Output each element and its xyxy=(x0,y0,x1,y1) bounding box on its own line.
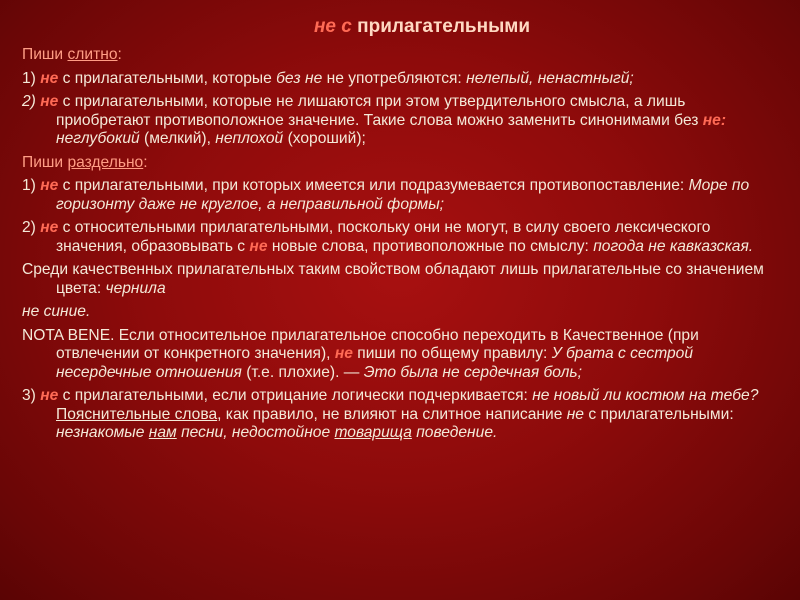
rule-solid-1 xyxy=(22,70,782,89)
underlined-example: товарища xyxy=(334,424,412,441)
rule-example: не синие. xyxy=(22,303,91,320)
title-ne: не с xyxy=(313,16,352,37)
slide-title xyxy=(22,16,782,38)
rule-text: новые слова, противоположные по смыслу: xyxy=(267,237,594,255)
section-heading-separate xyxy=(22,154,782,173)
rule-text: с прилагательными, при которых имеется или подразумевается противопоставление: xyxy=(58,177,689,194)
nota-bene xyxy=(22,327,782,383)
rule-italic: без не xyxy=(276,69,323,87)
rule-separate-2 xyxy=(22,219,782,256)
rule-example: не новый ли костюм на тебе? xyxy=(532,387,759,404)
rule-text: пиши по общему правилу: xyxy=(352,345,552,362)
title-rest: прилагательными xyxy=(351,16,531,37)
slide-content xyxy=(22,16,782,448)
rule-text: , как правило, не влияют на слитное написание xyxy=(217,405,567,423)
rule-number: 2) xyxy=(22,93,41,110)
ne-highlight: не xyxy=(40,177,59,194)
heading-underlined: слитно xyxy=(67,46,118,63)
rule-example: Это была не сердечная боль; xyxy=(363,363,582,381)
rule-example: У брата с сестрой несердечные отношения xyxy=(56,345,694,381)
rule-text: с прилагательными, которые не лишаются при этом утвердительного смысла, а лишь приобретают противоположное значение. Такие слова можно заменить синонимами без xyxy=(56,93,703,129)
ne-highlight: не xyxy=(40,93,59,110)
rule-example: чернила xyxy=(105,279,166,297)
rule-example: неглубокий xyxy=(56,130,140,147)
rule-example: Море по горизонту даже не круглое, а неправильной формы; xyxy=(56,177,750,213)
ne-highlight: не xyxy=(334,345,353,362)
underlined-term: Пояснительные слова xyxy=(56,405,218,423)
ne-highlight: не xyxy=(40,387,59,404)
rule-text: с относительными прилагательными, поскольку они не могут, в силу своего лексического значения, образовывать с xyxy=(56,219,711,255)
rule-separate-3 xyxy=(22,387,782,443)
rule-example: неплохой xyxy=(215,130,284,147)
ne-highlight: не xyxy=(40,69,59,87)
rule-text: не употребляются: xyxy=(322,69,467,87)
rule-example: песни, недостойное xyxy=(176,424,335,441)
rule-text: с прилагательными: xyxy=(583,405,734,423)
heading-underlined: раздельно xyxy=(67,153,144,171)
rule-text: (т.е. плохие). — xyxy=(241,363,364,381)
rule-number: 1) xyxy=(22,177,41,194)
rule-separate-1 xyxy=(22,177,782,214)
heading-colon: : xyxy=(143,153,148,171)
rule-number: 3) xyxy=(22,387,41,404)
rule-text: (хороший); xyxy=(283,130,366,147)
ne-highlight: не: xyxy=(702,111,727,129)
rule-number: 2) xyxy=(22,219,41,236)
heading-text: Пиши xyxy=(22,46,68,63)
rule-example: незнакомые xyxy=(56,424,149,441)
rule-text: (мелкий), xyxy=(139,130,216,147)
ne-highlight: не xyxy=(40,219,59,236)
rule-solid-2 xyxy=(22,93,782,149)
underlined-example: нам xyxy=(148,424,177,441)
heading-colon: : xyxy=(117,46,122,63)
rule-color-adjectives xyxy=(22,261,782,298)
rule-example: поведение. xyxy=(411,424,498,441)
heading-text: Пиши xyxy=(22,153,68,171)
rule-italic: не xyxy=(566,405,584,423)
rule-example: нелепый, ненастныгй; xyxy=(466,69,634,87)
section-heading-solid xyxy=(22,46,782,65)
rule-text: с прилагательными, если отрицание логически подчеркивается: xyxy=(58,387,533,404)
rule-text: Среди качественных прилагательных таким свойством обладают лишь прилагательные со значением цвета: xyxy=(22,261,764,297)
rule-number: 1) xyxy=(22,69,41,87)
rule-color-example xyxy=(22,303,782,322)
rule-text: с прилагательными, которые xyxy=(58,69,277,87)
rule-example: погода не кавказская. xyxy=(593,237,754,255)
ne-highlight: не xyxy=(249,237,268,255)
rule-text: NOTA BENE. Если относительное прилагательное способно переходить в Качественное (при отвлечении от конкретного значения), xyxy=(22,326,699,362)
